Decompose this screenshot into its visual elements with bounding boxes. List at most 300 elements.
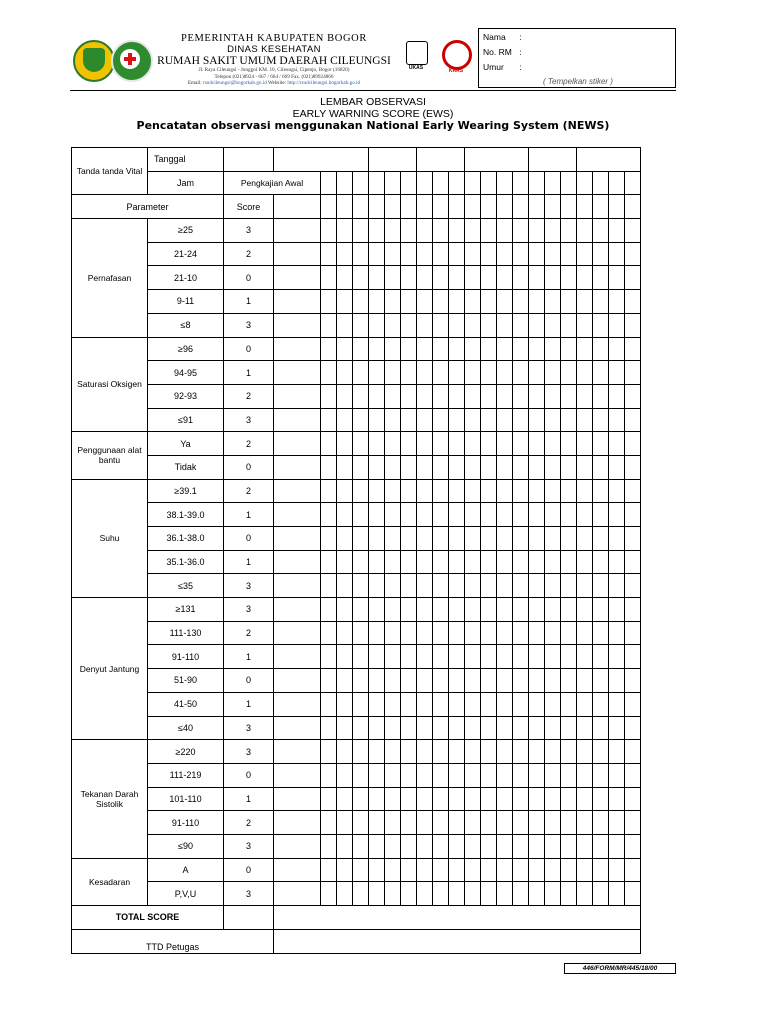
observation-cell[interactable] bbox=[529, 834, 545, 858]
date-entry-cell[interactable] bbox=[417, 148, 465, 172]
observation-cell[interactable] bbox=[465, 219, 481, 243]
observation-cell[interactable] bbox=[481, 882, 497, 906]
observation-cell[interactable] bbox=[465, 479, 481, 503]
observation-cell[interactable] bbox=[577, 527, 593, 551]
observation-cell[interactable] bbox=[481, 479, 497, 503]
observation-cell[interactable] bbox=[449, 479, 465, 503]
observation-cell[interactable] bbox=[561, 574, 577, 598]
observation-cell[interactable] bbox=[465, 432, 481, 456]
observation-cell[interactable] bbox=[433, 882, 449, 906]
observation-cell[interactable] bbox=[609, 550, 625, 574]
observation-cell[interactable] bbox=[321, 337, 337, 361]
observation-cell[interactable] bbox=[609, 811, 625, 835]
observation-cell[interactable] bbox=[433, 834, 449, 858]
observation-cell[interactable] bbox=[481, 219, 497, 243]
observation-cell[interactable] bbox=[433, 858, 449, 882]
observation-cell[interactable] bbox=[417, 384, 433, 408]
observation-cell[interactable] bbox=[465, 408, 481, 432]
observation-cell[interactable] bbox=[497, 834, 513, 858]
observation-cell[interactable] bbox=[337, 787, 353, 811]
observation-cell[interactable] bbox=[449, 384, 465, 408]
observation-cell[interactable] bbox=[321, 763, 337, 787]
observation-cell[interactable] bbox=[369, 337, 385, 361]
observation-cell[interactable] bbox=[481, 266, 497, 290]
observation-cell[interactable] bbox=[625, 432, 641, 456]
observation-cell[interactable] bbox=[529, 692, 545, 716]
observation-cell[interactable] bbox=[513, 384, 529, 408]
observation-cell[interactable] bbox=[433, 455, 449, 479]
time-entry-cell[interactable] bbox=[369, 171, 385, 195]
observation-cell[interactable] bbox=[529, 361, 545, 385]
observation-cell[interactable] bbox=[449, 313, 465, 337]
observation-cell[interactable] bbox=[337, 811, 353, 835]
observation-cell[interactable] bbox=[353, 337, 369, 361]
observation-cell[interactable] bbox=[529, 432, 545, 456]
observation-cell[interactable] bbox=[385, 219, 401, 243]
observation-cell[interactable] bbox=[497, 337, 513, 361]
observation-cell[interactable] bbox=[545, 313, 561, 337]
observation-cell[interactable] bbox=[545, 811, 561, 835]
observation-cell[interactable] bbox=[513, 574, 529, 598]
observation-cell[interactable] bbox=[353, 645, 369, 669]
observation-cell[interactable] bbox=[369, 361, 385, 385]
observation-cell[interactable] bbox=[513, 242, 529, 266]
observation-cell[interactable] bbox=[417, 337, 433, 361]
observation-cell[interactable] bbox=[497, 692, 513, 716]
observation-cell[interactable] bbox=[337, 550, 353, 574]
observation-cell[interactable] bbox=[449, 645, 465, 669]
observation-cell[interactable] bbox=[609, 787, 625, 811]
observation-cell[interactable] bbox=[545, 527, 561, 551]
observation-cell[interactable] bbox=[529, 550, 545, 574]
observation-cell[interactable] bbox=[593, 740, 609, 764]
observation-cell[interactable] bbox=[465, 858, 481, 882]
observation-cell[interactable] bbox=[561, 408, 577, 432]
observation-cell[interactable] bbox=[417, 455, 433, 479]
observation-cell[interactable] bbox=[385, 361, 401, 385]
observation-cell[interactable] bbox=[465, 266, 481, 290]
observation-cell[interactable] bbox=[401, 716, 417, 740]
observation-cell[interactable] bbox=[481, 384, 497, 408]
observation-cell[interactable] bbox=[369, 384, 385, 408]
observation-cell[interactable] bbox=[353, 384, 369, 408]
observation-cell[interactable] bbox=[497, 503, 513, 527]
observation-cell[interactable] bbox=[401, 242, 417, 266]
observation-cell[interactable] bbox=[417, 313, 433, 337]
observation-cell[interactable] bbox=[561, 740, 577, 764]
observation-cell[interactable] bbox=[401, 669, 417, 693]
observation-cell[interactable] bbox=[369, 219, 385, 243]
observation-cell[interactable] bbox=[353, 550, 369, 574]
observation-cell[interactable] bbox=[577, 858, 593, 882]
observation-cell[interactable] bbox=[577, 384, 593, 408]
observation-cell[interactable] bbox=[529, 408, 545, 432]
observation-cell[interactable] bbox=[561, 834, 577, 858]
observation-cell[interactable] bbox=[433, 763, 449, 787]
observation-cell[interactable] bbox=[449, 834, 465, 858]
observation-cell[interactable] bbox=[529, 503, 545, 527]
observation-cell[interactable] bbox=[401, 740, 417, 764]
observation-cell[interactable] bbox=[369, 550, 385, 574]
observation-cell[interactable] bbox=[481, 669, 497, 693]
observation-cell[interactable] bbox=[593, 432, 609, 456]
initial-score-cell[interactable] bbox=[274, 858, 321, 882]
observation-cell[interactable] bbox=[497, 574, 513, 598]
observation-cell[interactable] bbox=[385, 858, 401, 882]
observation-cell[interactable] bbox=[545, 645, 561, 669]
observation-cell[interactable] bbox=[321, 811, 337, 835]
observation-cell[interactable] bbox=[369, 503, 385, 527]
observation-cell[interactable] bbox=[561, 313, 577, 337]
observation-cell[interactable] bbox=[497, 858, 513, 882]
observation-cell[interactable] bbox=[529, 811, 545, 835]
observation-cell[interactable] bbox=[497, 313, 513, 337]
observation-cell[interactable] bbox=[561, 361, 577, 385]
observation-cell[interactable] bbox=[561, 882, 577, 906]
observation-cell[interactable] bbox=[529, 716, 545, 740]
observation-cell[interactable] bbox=[401, 266, 417, 290]
observation-cell[interactable] bbox=[385, 787, 401, 811]
observation-cell[interactable] bbox=[497, 242, 513, 266]
observation-cell[interactable] bbox=[593, 361, 609, 385]
observation-cell[interactable] bbox=[513, 811, 529, 835]
observation-cell[interactable] bbox=[449, 882, 465, 906]
observation-cell[interactable] bbox=[417, 574, 433, 598]
observation-cell[interactable] bbox=[369, 858, 385, 882]
observation-cell[interactable] bbox=[353, 361, 369, 385]
observation-cell[interactable] bbox=[401, 219, 417, 243]
observation-cell[interactable] bbox=[321, 882, 337, 906]
observation-cell[interactable] bbox=[577, 645, 593, 669]
observation-cell[interactable] bbox=[353, 834, 369, 858]
observation-cell[interactable] bbox=[401, 598, 417, 622]
observation-cell[interactable] bbox=[465, 811, 481, 835]
observation-cell[interactable] bbox=[513, 219, 529, 243]
observation-cell[interactable] bbox=[321, 384, 337, 408]
patient-age-row[interactable] bbox=[483, 61, 522, 73]
observation-cell[interactable] bbox=[609, 290, 625, 314]
observation-cell[interactable] bbox=[321, 550, 337, 574]
observation-cell[interactable] bbox=[561, 290, 577, 314]
observation-cell[interactable] bbox=[321, 455, 337, 479]
observation-cell[interactable] bbox=[625, 787, 641, 811]
observation-cell[interactable] bbox=[369, 598, 385, 622]
observation-cell[interactable] bbox=[513, 455, 529, 479]
observation-cell[interactable] bbox=[593, 787, 609, 811]
email-link[interactable]: rsudcileungsi@bogorkab.go.id bbox=[202, 80, 267, 86]
observation-cell[interactable] bbox=[497, 432, 513, 456]
initial-score-cell[interactable] bbox=[274, 479, 321, 503]
observation-cell[interactable] bbox=[593, 455, 609, 479]
time-entry-cell[interactable] bbox=[353, 171, 369, 195]
observation-cell[interactable] bbox=[449, 432, 465, 456]
observation-cell[interactable] bbox=[625, 384, 641, 408]
observation-cell[interactable] bbox=[513, 740, 529, 764]
patient-name-row[interactable] bbox=[483, 31, 522, 43]
observation-cell[interactable] bbox=[577, 716, 593, 740]
observation-cell[interactable] bbox=[337, 763, 353, 787]
observation-cell[interactable] bbox=[497, 882, 513, 906]
observation-cell[interactable] bbox=[497, 455, 513, 479]
observation-cell[interactable] bbox=[593, 645, 609, 669]
observation-cell[interactable] bbox=[433, 527, 449, 551]
observation-cell[interactable] bbox=[337, 621, 353, 645]
observation-cell[interactable] bbox=[593, 290, 609, 314]
observation-cell[interactable] bbox=[513, 621, 529, 645]
observation-cell[interactable] bbox=[433, 503, 449, 527]
observation-cell[interactable] bbox=[497, 408, 513, 432]
observation-cell[interactable] bbox=[369, 882, 385, 906]
initial-score-cell[interactable] bbox=[274, 645, 321, 669]
initial-score-cell[interactable] bbox=[274, 550, 321, 574]
observation-cell[interactable] bbox=[609, 384, 625, 408]
observation-cell[interactable] bbox=[577, 598, 593, 622]
observation-cell[interactable] bbox=[369, 313, 385, 337]
observation-cell[interactable] bbox=[529, 858, 545, 882]
observation-cell[interactable] bbox=[401, 645, 417, 669]
observation-cell[interactable] bbox=[385, 882, 401, 906]
observation-cell[interactable] bbox=[465, 242, 481, 266]
observation-cell[interactable] bbox=[321, 834, 337, 858]
observation-cell[interactable] bbox=[321, 242, 337, 266]
observation-cell[interactable] bbox=[625, 527, 641, 551]
observation-cell[interactable] bbox=[385, 503, 401, 527]
observation-cell[interactable] bbox=[433, 692, 449, 716]
observation-cell[interactable] bbox=[417, 432, 433, 456]
observation-cell[interactable] bbox=[609, 219, 625, 243]
observation-cell[interactable] bbox=[577, 882, 593, 906]
observation-cell[interactable] bbox=[417, 408, 433, 432]
observation-cell[interactable] bbox=[401, 455, 417, 479]
observation-cell[interactable] bbox=[465, 361, 481, 385]
observation-cell[interactable] bbox=[353, 432, 369, 456]
observation-cell[interactable] bbox=[545, 574, 561, 598]
observation-cell[interactable] bbox=[385, 621, 401, 645]
observation-cell[interactable] bbox=[545, 290, 561, 314]
signature-cell[interactable] bbox=[274, 929, 641, 953]
observation-cell[interactable] bbox=[609, 574, 625, 598]
observation-cell[interactable] bbox=[337, 313, 353, 337]
observation-cell[interactable] bbox=[609, 313, 625, 337]
observation-cell[interactable] bbox=[385, 716, 401, 740]
observation-cell[interactable] bbox=[417, 527, 433, 551]
observation-cell[interactable] bbox=[481, 716, 497, 740]
observation-cell[interactable] bbox=[625, 219, 641, 243]
observation-cell[interactable] bbox=[561, 811, 577, 835]
observation-cell[interactable] bbox=[353, 503, 369, 527]
observation-cell[interactable] bbox=[513, 763, 529, 787]
observation-cell[interactable] bbox=[497, 811, 513, 835]
observation-cell[interactable] bbox=[321, 669, 337, 693]
observation-cell[interactable] bbox=[593, 598, 609, 622]
time-entry-cell[interactable] bbox=[337, 171, 353, 195]
initial-score-cell[interactable] bbox=[274, 527, 321, 551]
observation-cell[interactable] bbox=[609, 621, 625, 645]
observation-cell[interactable] bbox=[513, 645, 529, 669]
observation-cell[interactable] bbox=[353, 858, 369, 882]
observation-cell[interactable] bbox=[449, 621, 465, 645]
observation-cell[interactable] bbox=[449, 598, 465, 622]
initial-score-cell[interactable] bbox=[274, 692, 321, 716]
observation-cell[interactable] bbox=[529, 313, 545, 337]
observation-cell[interactable] bbox=[593, 763, 609, 787]
observation-cell[interactable] bbox=[593, 219, 609, 243]
observation-cell[interactable] bbox=[417, 811, 433, 835]
observation-cell[interactable] bbox=[369, 621, 385, 645]
observation-cell[interactable] bbox=[369, 455, 385, 479]
observation-cell[interactable] bbox=[465, 692, 481, 716]
observation-cell[interactable] bbox=[561, 716, 577, 740]
observation-cell[interactable] bbox=[481, 763, 497, 787]
observation-cell[interactable] bbox=[609, 408, 625, 432]
observation-cell[interactable] bbox=[529, 455, 545, 479]
initial-score-cell[interactable] bbox=[274, 503, 321, 527]
observation-cell[interactable] bbox=[497, 527, 513, 551]
observation-cell[interactable] bbox=[385, 598, 401, 622]
observation-cell[interactable] bbox=[321, 574, 337, 598]
observation-cell[interactable] bbox=[497, 598, 513, 622]
observation-cell[interactable] bbox=[321, 787, 337, 811]
observation-cell[interactable] bbox=[593, 834, 609, 858]
observation-cell[interactable] bbox=[625, 550, 641, 574]
observation-cell[interactable] bbox=[417, 621, 433, 645]
website-link[interactable]: http://rsudcileungsi.bogorkab.go.id bbox=[287, 80, 361, 86]
observation-cell[interactable] bbox=[369, 432, 385, 456]
observation-cell[interactable] bbox=[449, 503, 465, 527]
observation-cell[interactable] bbox=[433, 811, 449, 835]
initial-score-cell[interactable] bbox=[274, 787, 321, 811]
observation-cell[interactable] bbox=[401, 574, 417, 598]
observation-cell[interactable] bbox=[513, 598, 529, 622]
observation-cell[interactable] bbox=[369, 740, 385, 764]
observation-cell[interactable] bbox=[609, 763, 625, 787]
observation-cell[interactable] bbox=[337, 290, 353, 314]
observation-cell[interactable] bbox=[465, 669, 481, 693]
observation-cell[interactable] bbox=[481, 811, 497, 835]
observation-cell[interactable] bbox=[465, 787, 481, 811]
observation-cell[interactable] bbox=[337, 645, 353, 669]
observation-cell[interactable] bbox=[625, 266, 641, 290]
initial-score-cell[interactable] bbox=[274, 337, 321, 361]
observation-cell[interactable] bbox=[337, 479, 353, 503]
observation-cell[interactable] bbox=[337, 669, 353, 693]
observation-cell[interactable] bbox=[401, 432, 417, 456]
initial-score-cell[interactable] bbox=[274, 716, 321, 740]
observation-cell[interactable] bbox=[609, 740, 625, 764]
observation-cell[interactable] bbox=[545, 432, 561, 456]
medical-record-row[interactable] bbox=[483, 46, 522, 58]
observation-cell[interactable] bbox=[385, 645, 401, 669]
observation-cell[interactable] bbox=[529, 882, 545, 906]
observation-cell[interactable] bbox=[337, 384, 353, 408]
observation-cell[interactable] bbox=[625, 811, 641, 835]
observation-cell[interactable] bbox=[353, 527, 369, 551]
observation-cell[interactable] bbox=[545, 858, 561, 882]
observation-cell[interactable] bbox=[353, 313, 369, 337]
observation-cell[interactable] bbox=[337, 834, 353, 858]
observation-cell[interactable] bbox=[465, 716, 481, 740]
observation-cell[interactable] bbox=[529, 787, 545, 811]
observation-cell[interactable] bbox=[449, 337, 465, 361]
observation-cell[interactable] bbox=[513, 858, 529, 882]
observation-cell[interactable] bbox=[609, 645, 625, 669]
observation-cell[interactable] bbox=[513, 716, 529, 740]
observation-cell[interactable] bbox=[417, 598, 433, 622]
time-entry-cell[interactable] bbox=[385, 171, 401, 195]
observation-cell[interactable] bbox=[481, 692, 497, 716]
observation-cell[interactable] bbox=[577, 432, 593, 456]
observation-cell[interactable] bbox=[401, 313, 417, 337]
initial-score-cell[interactable] bbox=[274, 574, 321, 598]
observation-cell[interactable] bbox=[417, 692, 433, 716]
observation-cell[interactable] bbox=[577, 266, 593, 290]
observation-cell[interactable] bbox=[577, 219, 593, 243]
initial-score-cell[interactable] bbox=[274, 455, 321, 479]
observation-cell[interactable] bbox=[481, 858, 497, 882]
observation-cell[interactable] bbox=[433, 621, 449, 645]
observation-cell[interactable] bbox=[369, 692, 385, 716]
observation-cell[interactable] bbox=[561, 550, 577, 574]
observation-cell[interactable] bbox=[385, 550, 401, 574]
observation-cell[interactable] bbox=[625, 503, 641, 527]
observation-cell[interactable] bbox=[321, 266, 337, 290]
observation-cell[interactable] bbox=[481, 361, 497, 385]
observation-cell[interactable] bbox=[545, 692, 561, 716]
observation-cell[interactable] bbox=[593, 527, 609, 551]
observation-cell[interactable] bbox=[561, 692, 577, 716]
observation-cell[interactable] bbox=[545, 598, 561, 622]
observation-cell[interactable] bbox=[385, 763, 401, 787]
observation-cell[interactable] bbox=[449, 740, 465, 764]
observation-cell[interactable] bbox=[401, 384, 417, 408]
observation-cell[interactable] bbox=[529, 527, 545, 551]
observation-cell[interactable] bbox=[577, 692, 593, 716]
time-entry-cell[interactable] bbox=[321, 171, 337, 195]
observation-cell[interactable] bbox=[321, 692, 337, 716]
observation-cell[interactable] bbox=[417, 716, 433, 740]
observation-cell[interactable] bbox=[337, 219, 353, 243]
initial-score-cell[interactable] bbox=[274, 313, 321, 337]
time-entry-cell[interactable] bbox=[465, 171, 481, 195]
time-entry-cell[interactable] bbox=[497, 171, 513, 195]
observation-cell[interactable] bbox=[337, 740, 353, 764]
observation-cell[interactable] bbox=[417, 834, 433, 858]
observation-cell[interactable] bbox=[481, 242, 497, 266]
observation-cell[interactable] bbox=[353, 669, 369, 693]
observation-cell[interactable] bbox=[385, 432, 401, 456]
time-entry-cell[interactable] bbox=[593, 171, 609, 195]
initial-score-cell[interactable] bbox=[274, 361, 321, 385]
observation-cell[interactable] bbox=[497, 266, 513, 290]
observation-cell[interactable] bbox=[337, 361, 353, 385]
observation-cell[interactable] bbox=[497, 621, 513, 645]
observation-cell[interactable] bbox=[433, 361, 449, 385]
initial-score-cell[interactable] bbox=[274, 408, 321, 432]
observation-cell[interactable] bbox=[369, 834, 385, 858]
observation-cell[interactable] bbox=[497, 763, 513, 787]
observation-cell[interactable] bbox=[513, 550, 529, 574]
observation-cell[interactable] bbox=[449, 361, 465, 385]
observation-cell[interactable] bbox=[561, 527, 577, 551]
observation-cell[interactable] bbox=[625, 645, 641, 669]
observation-cell[interactable] bbox=[481, 598, 497, 622]
observation-cell[interactable] bbox=[529, 242, 545, 266]
observation-cell[interactable] bbox=[577, 811, 593, 835]
observation-cell[interactable] bbox=[545, 716, 561, 740]
observation-cell[interactable] bbox=[337, 337, 353, 361]
observation-cell[interactable] bbox=[321, 598, 337, 622]
observation-cell[interactable] bbox=[513, 787, 529, 811]
